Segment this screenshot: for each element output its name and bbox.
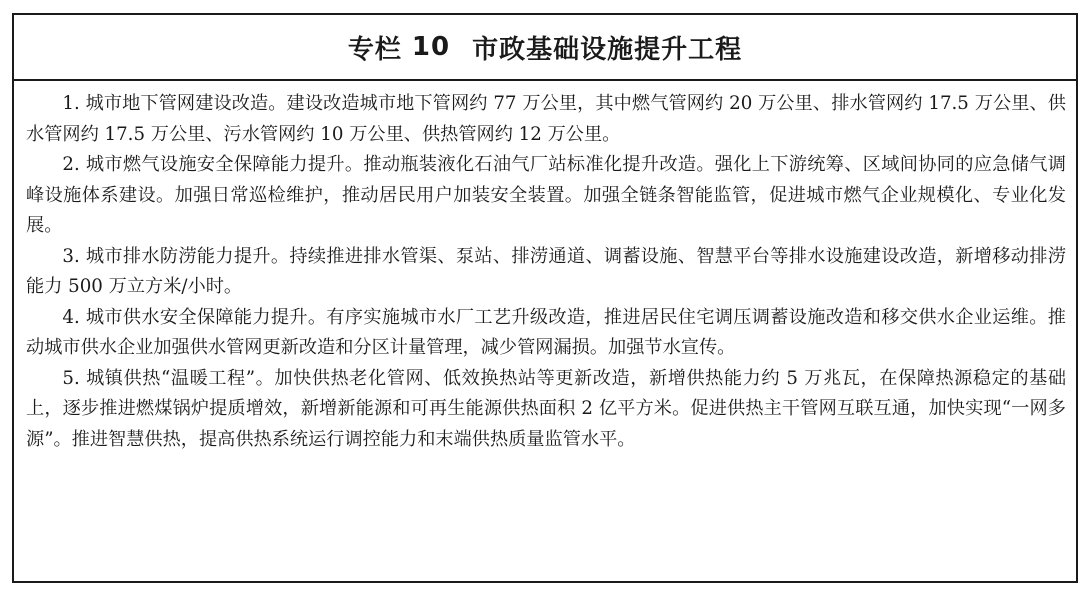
item-heading: 4. 城市供水安全保障能力提升。 — [62, 306, 327, 328]
item-heading: 2. 城市燃气设施安全保障能力提升。 — [62, 154, 364, 175]
item-body: 推动瓶装液化石油气厂站标准化提升改造。强化上下游统筹、区域间协同的应急储气调峰设施体系建设。加强日常巡检维护，推动居民用户加装安全装置。加强全链条智能监管，促进城市燃气企业规模化、专业化发展。 — [26, 154, 1066, 236]
list-item — [26, 150, 1066, 242]
item-body: 持续推进排水管渠、泵站、排涝通道、调蓄设施、智慧平台等排水设施建设改造，新增移动排涝能力 500 万立方米/小时。 — [26, 245, 1066, 297]
column-box — [12, 13, 1078, 583]
item-body: 有序实施城市水厂工艺升级改造，推进居民住宅调压调蓄设施改造和移交供水企业运维。推动城市供水企业加强供水管网更新改造和分区计量管理，减少管网漏损。加强节水宣传。 — [26, 306, 1066, 358]
column-title — [14, 15, 1076, 81]
item-heading: 1. 城市地下管网建设改造。 — [62, 93, 287, 114]
column-title-text: 市政基础设施提升工程 — [472, 34, 743, 65]
column-title-prefix: 专栏 — [347, 34, 402, 65]
list-item — [26, 89, 1066, 150]
column-title-number: 10 — [411, 32, 451, 62]
item-body: 建设改造城市地下管网约 77 万公里，其中燃气管网约 20 万公里、排水管网约 17.5 万公里、供水管网约 17.5 万公里、污水管网约 10 万公里、供热管网约 12 万公里。 — [26, 93, 1066, 145]
item-body: 加快供热老化管网、低效换热站等更新改造，新增供热能力约 5 万兆瓦，在保障热源稳定的基础上，逐步推进燃煤锅炉提质增效，新增新能源和可再生能源供热面积 2 亿平方米。促进供热主干管网互联互通，加快实现“一网多源”。推进智慧供热，提高供热系统运行调控能力和末端供热质量监管水平。 — [26, 367, 1067, 450]
list-item — [26, 242, 1066, 303]
item-heading: 5. 城镇供热“温暖工程”。 — [62, 367, 275, 389]
list-item — [26, 303, 1066, 364]
column-content — [14, 81, 1076, 455]
list-item — [26, 364, 1066, 456]
item-heading: 3. 城市排水防涝能力提升。 — [62, 245, 290, 267]
